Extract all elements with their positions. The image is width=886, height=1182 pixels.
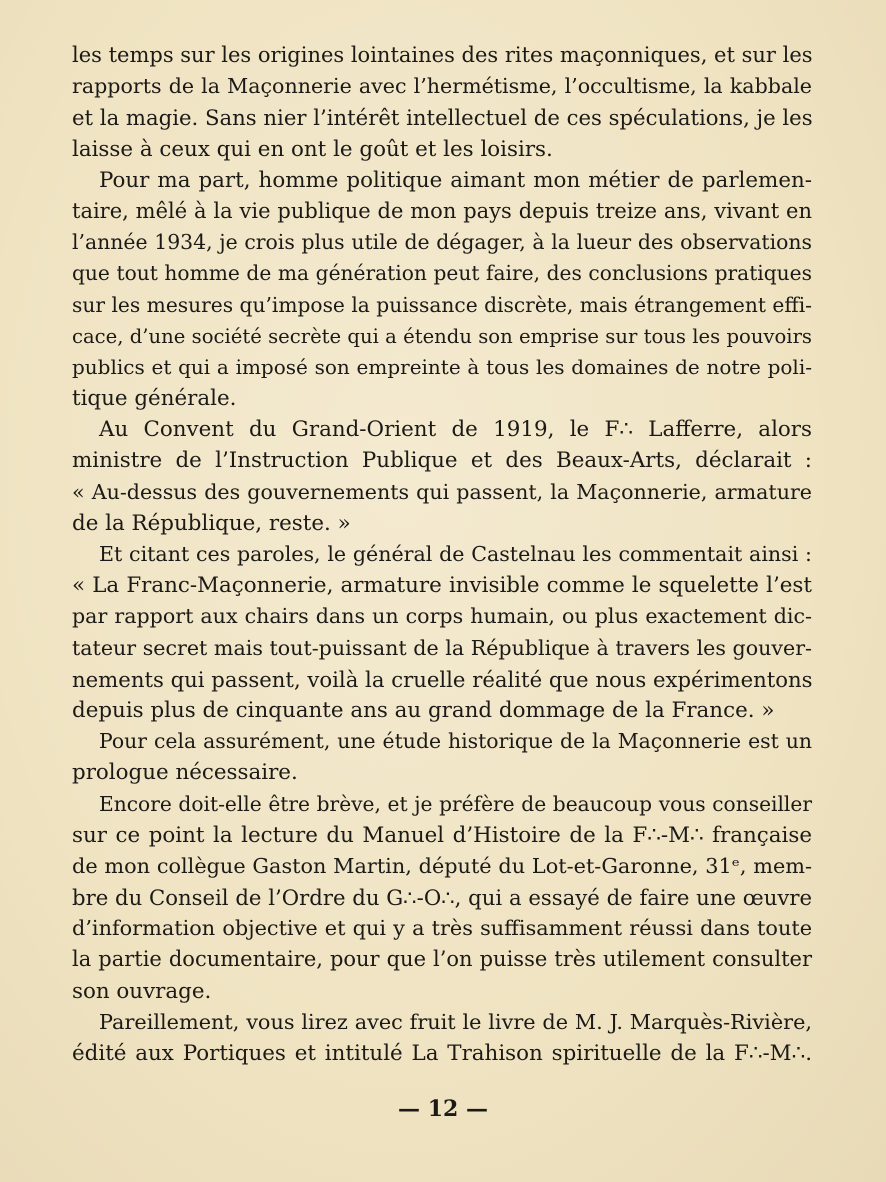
text-line: l’année 1934, je crois plus utile de dégager, à la lueur des observations [72,230,812,255]
text-line: laisse à ceux qui en ont le goût et les loisirs. [72,136,553,162]
text-line: prologue nécessaire. [72,760,298,786]
text-line: Encore doit-elle être brève, et je préfère de beaucoup vous conseiller [99,791,812,816]
text-line: la partie documentaire, pour que l’on puisse très utilement consulter [72,947,812,972]
text-line: de mon collègue Gaston Martin, député du Lot-et-Garonne, 31ᵉ, mem- [72,853,812,878]
text-line: que tout homme de ma génération peut faire, des conclusions pratiques [72,261,812,286]
text-line: Et citant ces paroles, le général de Castelnau les commentait ainsi : [99,542,812,566]
text-line: tateur secret mais tout-puissant de la République à travers les gouver- [72,635,812,660]
text-line: tique générale. [72,386,237,412]
text-line: « La Franc-Maçonnerie, armature invisible comme le squelette l’est [72,573,812,599]
text-line: d’information objective et qui y a très suffisamment réussi dans toute [72,916,812,941]
text-line: nements qui passent, voilà la cruelle réalité que nous expérimentons [72,666,813,692]
text-line: taire, mêlé à la vie publique de mon pays depuis treize ans, vivant en [72,198,812,223]
text-line: bre du Conseil de l’Ordre du G∴-O∴, qui a essayé de faire une œuvre [72,885,812,911]
text-line: depuis plus de cinquante ans au grand dommage de la France. » [72,697,775,723]
text-line: son ouvrage. [72,978,212,1004]
text-line: par rapport aux chairs dans un corps humain, ou plus exactement dic- [72,604,812,629]
text-line: les temps sur les origines lointaines des rites maçonniques, et sur les [72,43,813,67]
text-line: et la magie. Sans nier l’intérêt intellectuel de ces spéculations, je les [72,105,813,131]
text-line: sur ce point la lecture du Manuel d’Histoire de la F∴-M∴ française [72,822,812,848]
text-line: Pour cela assurément, une étude historique de la Maçonnerie est un [99,729,812,754]
text-line: de la République, reste. » [72,510,351,536]
text-line: ministre de l’Instruction Publique et des Beaux-Arts, déclarait : [72,448,812,474]
text-line: cace, d’une société secrète qui a étendu son emprise sur tous les pouvoirs [72,324,812,348]
text-line: Pour ma part, homme politique aimant mon métier de parlemen- [99,167,812,193]
page-number: — 12 — [398,1096,488,1122]
text-line: rapports de la Maçonnerie avec l’hermétisme, l’occultisme, la kabbale [72,74,812,99]
text-line: Au Convent du Grand-Orient de 1919, le F∴ Lafferre, alors [99,417,812,443]
text-line: « Au-dessus des gouvernements qui passent, la Maçonnerie, armature [72,479,812,504]
text-line: publics et qui a imposé son empreinte à tous les domaines de notre poli- [72,354,812,379]
text-line: Pareillement, vous lirez avec fruit le livre de M. J. Marquès-Rivière, [99,1009,812,1034]
text-line: édité aux Portiques et intitulé La Trahison spirituelle de la F∴-M∴. [72,1041,812,1066]
body-text [72,40,812,1069]
text-line: sur les mesures qu’impose la puissance discrète, mais étrangement effi- [72,292,812,317]
